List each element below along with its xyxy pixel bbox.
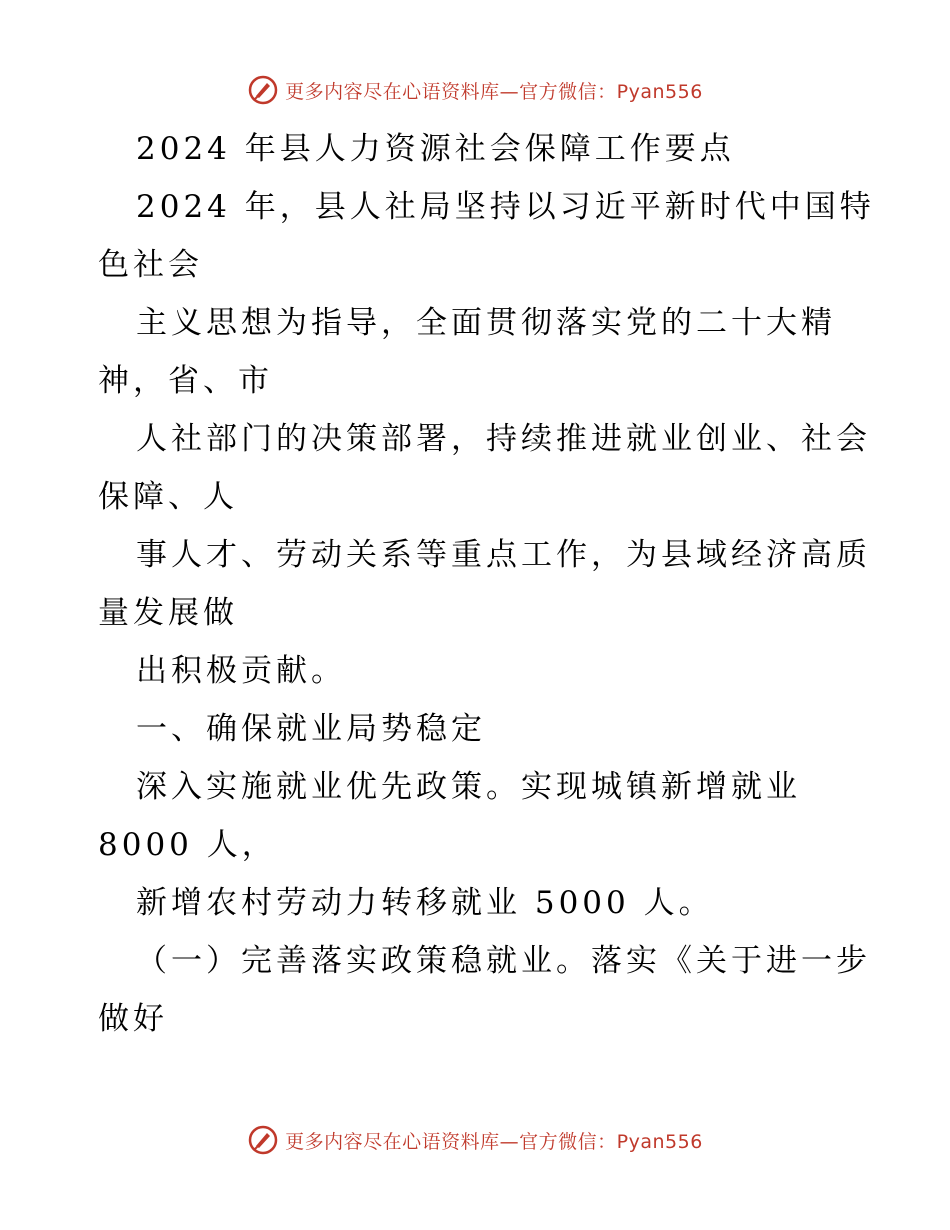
paragraph-line: 色社会 bbox=[98, 247, 203, 283]
paragraph-line: （一）完善落实政策稳就业。落实《关于进一步 bbox=[136, 943, 871, 979]
brand-logo-icon bbox=[247, 74, 279, 106]
section-heading: 一、确保就业局势稳定 bbox=[136, 711, 486, 747]
watermark-text: 更多内容尽在心语资料库—官方微信：Pyan556 bbox=[285, 80, 703, 103]
paragraph-line: 8000 人， bbox=[98, 827, 277, 863]
paragraph-line: 主义思想为指导，全面贯彻落实党的二十大精 bbox=[136, 305, 836, 341]
paragraph-line: 事人才、劳动关系等重点工作，为县域经济高质 bbox=[136, 537, 871, 573]
header-watermark bbox=[0, 70, 950, 110]
paragraph-line: 人社部门的决策部署，持续推进就业创业、社会 bbox=[136, 421, 871, 457]
paragraph-line: 深入实施就业优先政策。实现城镇新增就业 bbox=[136, 769, 801, 805]
paragraph-line: 量发展做 bbox=[98, 595, 238, 631]
brand-logo-icon bbox=[247, 1124, 279, 1156]
paragraph-line: 做好 bbox=[98, 1001, 168, 1037]
paragraph-line: 新增农村劳动力转移就业 5000 人。 bbox=[136, 885, 714, 921]
paragraph-line: 神，省、市 bbox=[98, 363, 273, 399]
watermark-text: 更多内容尽在心语资料库—官方微信：Pyan556 bbox=[285, 1130, 703, 1153]
paragraph-line: 保障、人 bbox=[98, 479, 238, 515]
document-body bbox=[98, 120, 875, 1048]
document-title: 2024 年县人力资源社会保障工作要点 bbox=[136, 131, 735, 167]
paragraph-line: 出积极贡献。 bbox=[136, 653, 346, 689]
footer-watermark bbox=[0, 1120, 950, 1160]
paragraph-line: 2024 年，县人社局坚持以习近平新时代中国特 bbox=[136, 189, 875, 225]
